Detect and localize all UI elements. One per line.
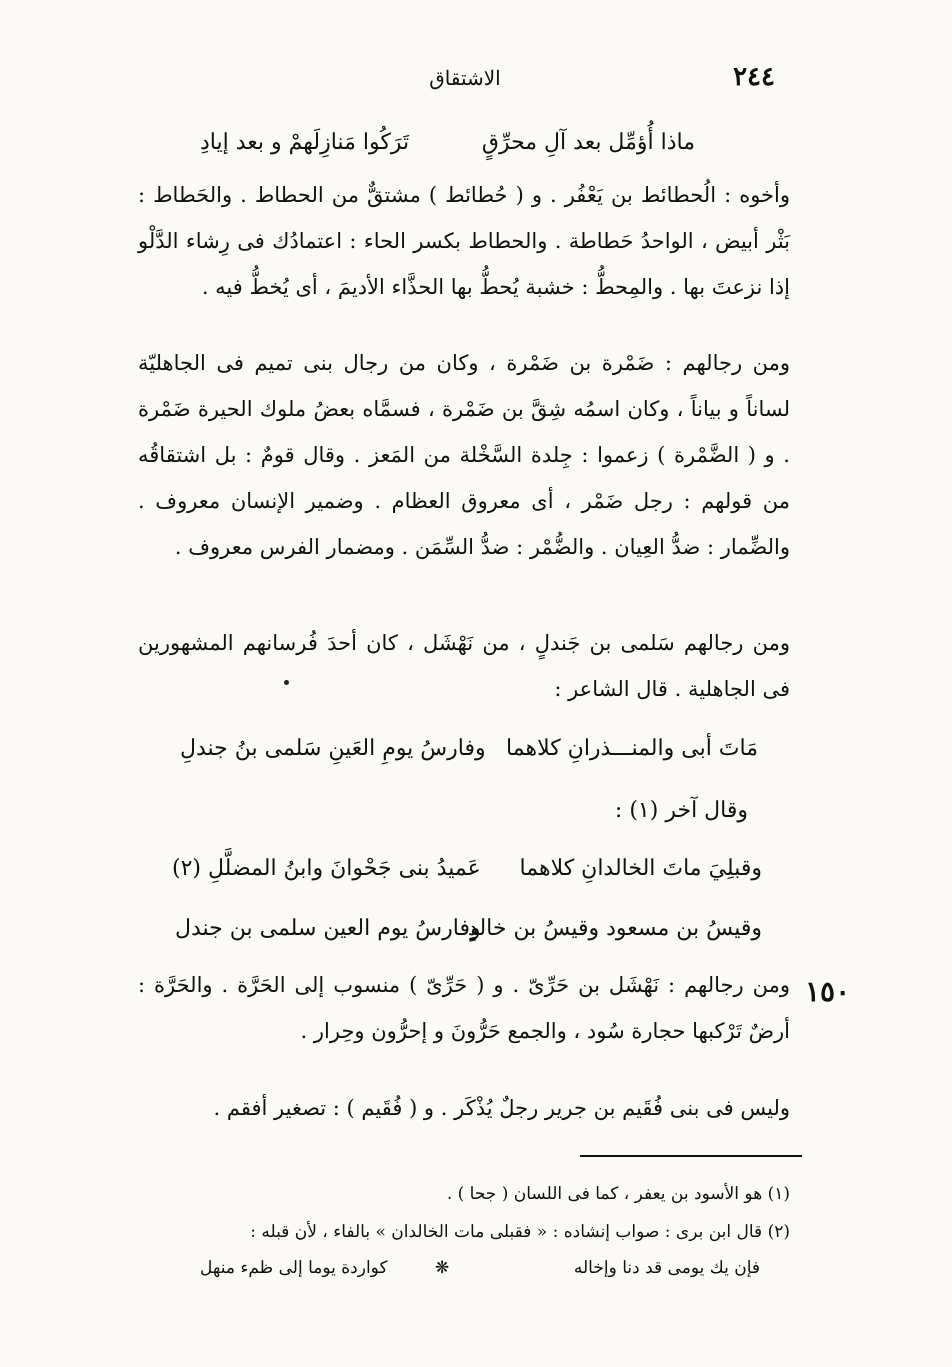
other-poet-label: وقال آخر (١) : — [614, 798, 748, 823]
other-poet-line — [600, 800, 748, 830]
footnote-2: (٢) قال ابن برى : صواب إنشاده : « فقبلى مات الخالدان » بالفاء ، لأن قبله : — [250, 1222, 790, 1242]
verse-hemistich-right: مَاتَ أبى والمنـــذرانِ كلاهما — [506, 736, 758, 761]
verse-hemistich-right: ماذا أُؤمِّل بعد آلِ محرِّقٍ — [481, 130, 695, 155]
page-number: ٢٤٤ — [733, 62, 775, 92]
footnote-verse — [200, 1258, 760, 1288]
verse-hemistich-left: وفارسُ يومِ العَينِ سَلمى بنُ جندلِ — [180, 736, 486, 761]
verse-line — [200, 132, 695, 162]
paragraph-nahshal: ومن رجالهم : نَهْشَل بن حَرِّىّ . و ( حَرِّىّ ) منسوب إلى الحَرَّة . والحَرَّة : أرضٌ تَرْكبها حجارة سُود ، والجمع حَرُّونَ و إحرُّون وحِرار . — [138, 973, 790, 1043]
paragraph-hutait: وأخوه : الُحطائط بن يَعْفُر . و ( حُطائط ) مشتقٌّ من الحطاط . والحَطاط : بَثْر أبيض ، الواحدُ حَطاطة . والحطاط بكسر الحاء : اعتمادُك فى رِشاء الدَّلْو إذا نزعتَ بها . والمِحطُّ : خشبة يُحطُّ بها الحذَّاء الأديمَ ، أى يُخطُّ فيه . — [138, 183, 790, 299]
footnote-1: (١) هو الأسود بن يعفر ، كما فى اللسان ( جحا ) . — [446, 1184, 790, 1204]
ink-dot — [284, 680, 289, 685]
verse-line — [180, 738, 758, 768]
verse-line — [172, 858, 762, 888]
verse-hemistich-left: عَميدُ بنى جَحْوانَ وابنُ المضلَّلِ (٢) — [172, 856, 481, 881]
running-title: الاشتقاق — [429, 66, 501, 90]
footnote-rule — [580, 1155, 802, 1157]
footnote-verse-left: كواردة يوما إلى ظمء منهل — [200, 1258, 388, 1278]
verse-hemistich-left: وفارسُ يوم العين سلمى بن جندل — [175, 916, 481, 941]
paragraph-damra: ومن رجالهم : ضَمْرة بن ضَمْرة ، وكان من رجال بنى تميم فى الجاهليّة لساناً و بياناً ، وكان اسمُه شِقَّ بن ضَمْرة ، فسمَّاه بعضُ ملوك الحيرة ضَمْرة . و ( الضَّمْرة ) زعموا : جِلدة السَّخْلة من المَعز . وقال قومٌ : بل اشتقاقُه من قولهم : رجل ضَمْر ، أى معروق العظام . وضمير الإنسان معروف . والضِّمار : ضدُّ العِيان . والضُّمْر : ضدُّ السِّمَن . ومضمار الفرس معروف . — [138, 351, 790, 559]
page-header — [135, 62, 795, 102]
footnote-verse-separator: ❋ — [435, 1258, 450, 1278]
footnote-verse-right: فإن يك يومى قد دنا وإخاله — [573, 1258, 760, 1278]
paragraph-fuqaym: وليس فى بنى فُقَيم بن جرير رجلٌ يُذْكَر . و ( فُقَيم ) : تصغير أفقم . — [213, 1096, 790, 1120]
verse-hemistich-left: تَرَكُوا مَنازِلَهمْ و بعد إيادِ — [200, 130, 410, 155]
paragraph-salma: ومن رجالهم سَلمى بن جَندلٍ ، من نَهْشَل ، كان أحدَ فُرسانهم المشهورين فى الجاهلية . قال الشاعر : — [138, 631, 790, 701]
verse-hemistich-right: وقيسُ بن مسعود وقيسُ بن خالدٍ — [467, 916, 762, 941]
margin-number: ١٥٠ — [805, 975, 851, 1008]
verse-hemistich-right: وقبلِيَ ماتَ الخالدانِ كلاهما — [519, 856, 762, 881]
verse-line — [175, 918, 762, 948]
